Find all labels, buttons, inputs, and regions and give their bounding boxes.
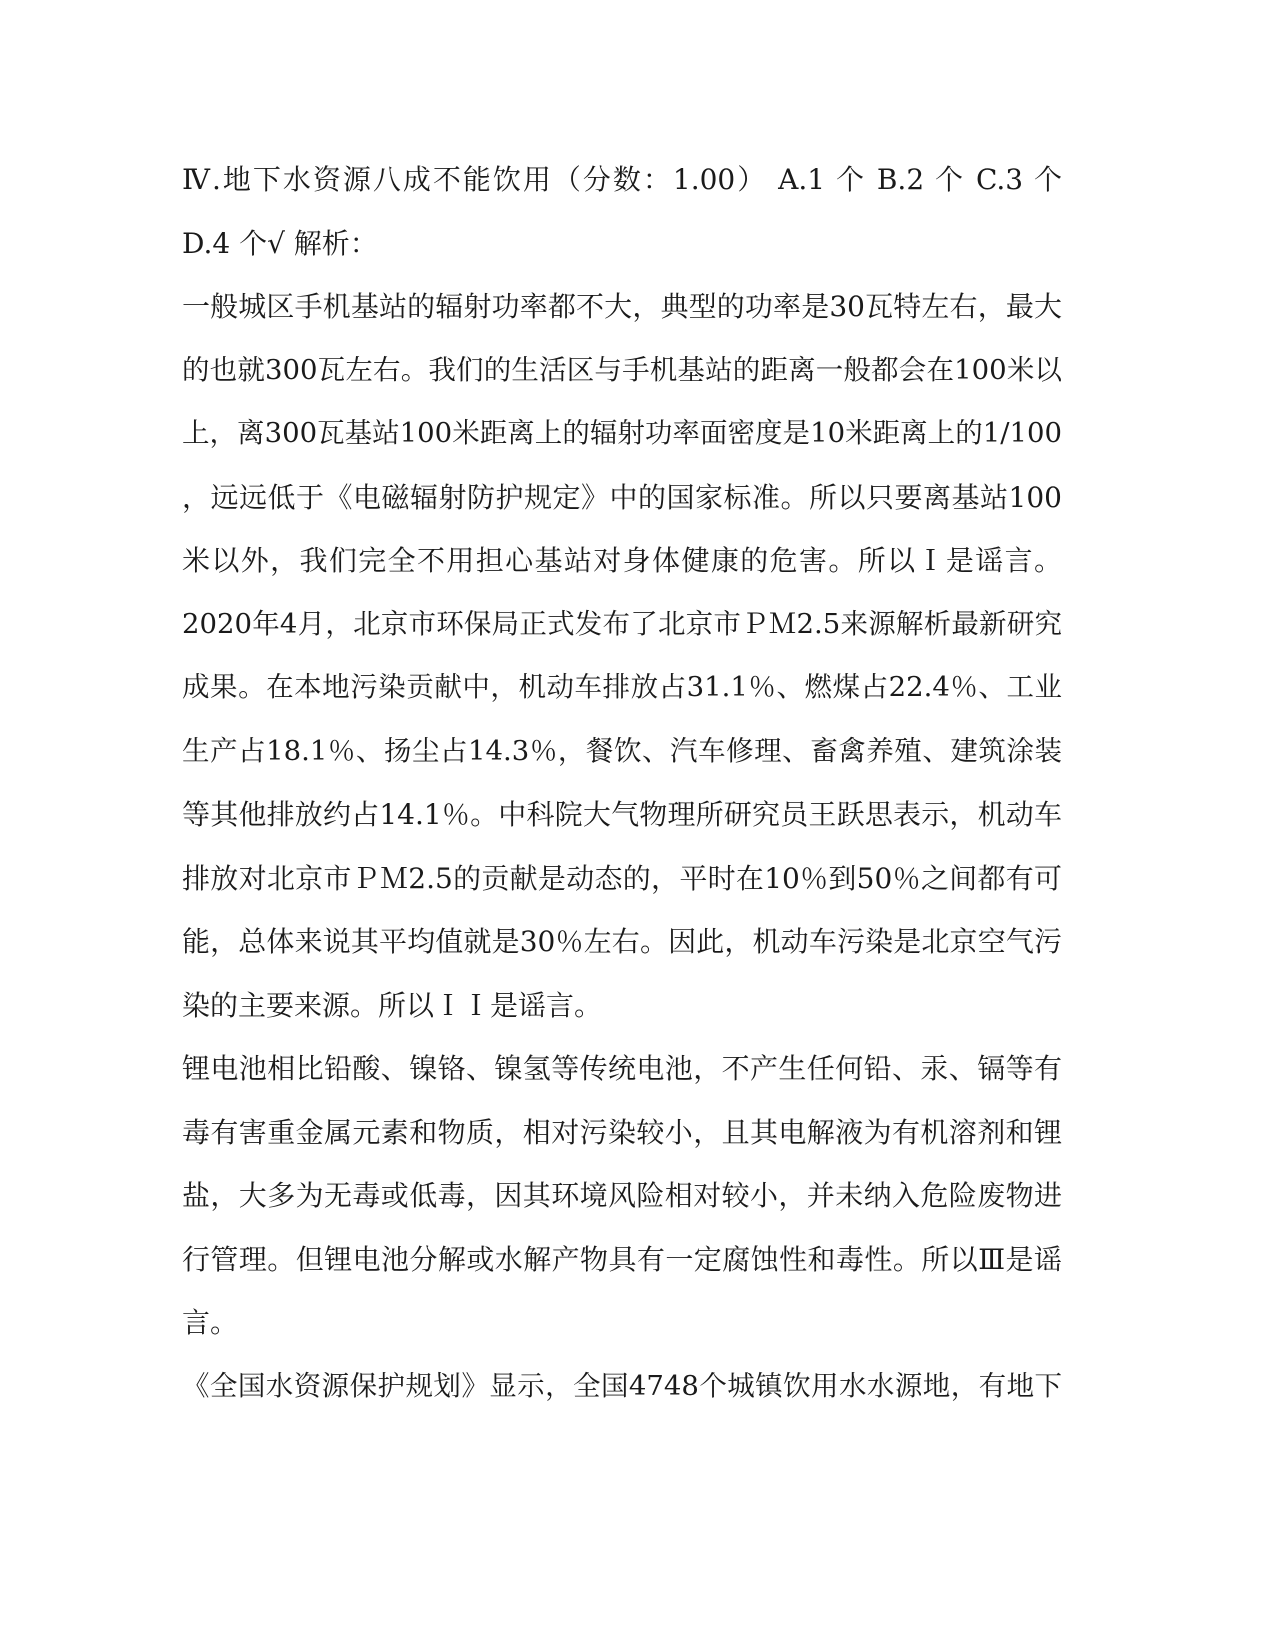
text-line: 排放对北京市ＰＭ2.5的贡献是动态的，平时在10％到50％之间都有可	[182, 861, 1062, 895]
text-line: 言。	[182, 1306, 239, 1339]
text-line: 毒有害重金属元素和物质，相对污染较小，且其电解液为有机溶剂和锂	[182, 1115, 1062, 1149]
text-line: 2020年4月，北京市环保局正式发布了北京市ＰＭ2.5来源解析最新研究	[182, 607, 1062, 640]
text-line: 能，总体来说其平均值就是30％左右。因此，机动车污染是北京空气污	[182, 925, 1062, 958]
text-line: ，远远低于《电磁辐射防护规定》中的国家标准。所以只要离基站100	[182, 480, 1062, 514]
text-line: D.4 个√ 解析：	[182, 226, 378, 260]
text-line: Ⅳ.地下水资源八成不能饮用（分数：1.00） A.1 个 B.2 个 C.3 个	[182, 163, 1062, 196]
body-text	[182, 148, 1062, 1418]
text-line: 米以外，我们完全不用担心基站对身体健康的危害。所以Ｉ是谣言。	[182, 544, 1062, 577]
text-line: 染的主要来源。所以ＩＩ是谣言。	[182, 988, 603, 1022]
text-line: 生产占18.1％、扬尘占14.3％，餐饮、汽车修理、畜禽养殖、建筑涂装	[182, 734, 1062, 767]
text-line: 等其他排放约占14.1％。中科院大气物理所研究员王跃思表示，机动车	[182, 798, 1062, 831]
text-line: 《全国水资源保护规划》显示，全国4748个城镇饮用水水源地，有地下	[182, 1369, 1062, 1402]
text-line: 上，离300瓦基站100米距离上的辐射功率面密度是10米距离上的1/100	[182, 417, 1062, 449]
text-line: 盐，大多为无毒或低毒，因其环境风险相对较小，并未纳入危险废物进	[182, 1179, 1062, 1212]
text-line: 行管理。但锂电池分解或水解产物具有一定腐蚀性和毒性。所以Ⅲ是谣	[182, 1242, 1062, 1276]
text-line: 锂电池相比铅酸、镍铬、镍氢等传统电池，不产生任何铅、汞、镉等有	[182, 1052, 1062, 1085]
text-line: 的也就300瓦左右。我们的生活区与手机基站的距离一般都会在100米以	[182, 353, 1062, 386]
text-line: 一般城区手机基站的辐射功率都不大，典型的功率是30瓦特左右，最大	[182, 290, 1062, 323]
text-line: 成果。在本地污染贡献中，机动车排放占31.1％、燃煤占22.4％、工业	[182, 671, 1062, 703]
